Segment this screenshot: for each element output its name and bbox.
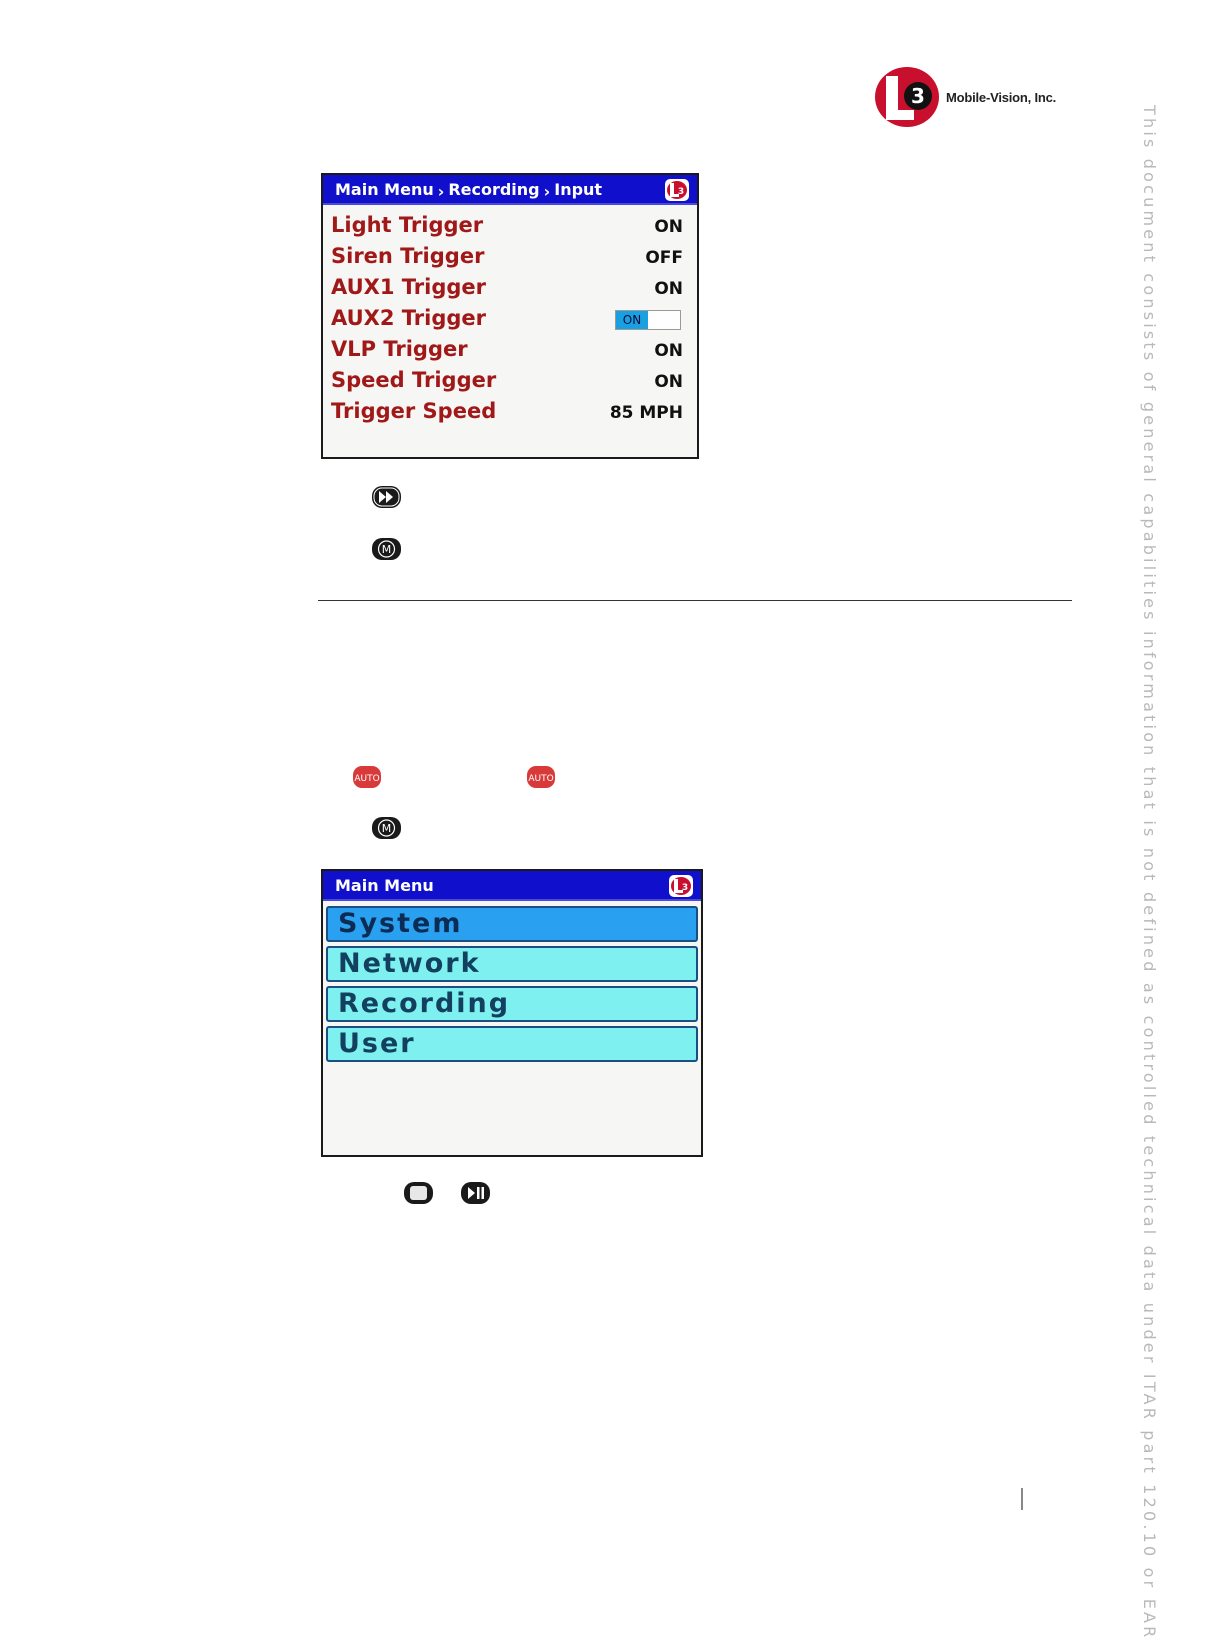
menu-item-recording[interactable]: Recording bbox=[326, 986, 698, 1022]
menu-item-network[interactable]: Network bbox=[326, 946, 698, 982]
trigger-label: Siren Trigger bbox=[331, 244, 485, 268]
menu-item-user[interactable]: User bbox=[326, 1026, 698, 1062]
auto-button-icon bbox=[352, 765, 382, 789]
toggle-on-state: ON bbox=[616, 311, 648, 329]
menu-button-icon bbox=[371, 537, 402, 561]
trigger-value: 85 MPH bbox=[609, 403, 683, 423]
trigger-row-speed[interactable] bbox=[331, 368, 683, 398]
chevron-right-icon: › bbox=[437, 181, 445, 201]
trigger-row-trigger-speed[interactable] bbox=[331, 399, 683, 429]
trigger-row-siren[interactable] bbox=[331, 244, 683, 274]
breadcrumb-input: Input bbox=[554, 179, 603, 199]
company-name: Mobile-Vision, Inc. bbox=[946, 90, 1057, 105]
menu-button-letter: M bbox=[381, 822, 392, 835]
trigger-row-light[interactable] bbox=[331, 213, 683, 243]
auto-button-label: AUTO bbox=[528, 774, 554, 784]
trigger-value: OFF bbox=[645, 248, 683, 268]
screen-title: Main Menu bbox=[335, 875, 434, 895]
section-divider bbox=[318, 600, 1072, 601]
breadcrumb-recording[interactable]: Recording bbox=[448, 179, 540, 199]
menu-item-system[interactable]: System bbox=[326, 906, 698, 942]
trigger-label: Speed Trigger bbox=[331, 368, 497, 392]
svg-text:3: 3 bbox=[911, 84, 925, 108]
auto-button-label: AUTO bbox=[354, 774, 380, 784]
trigger-label: VLP Trigger bbox=[331, 337, 468, 361]
trigger-row-aux1[interactable] bbox=[331, 275, 683, 305]
trigger-label: Trigger Speed bbox=[331, 399, 497, 423]
trigger-value: ON bbox=[654, 341, 683, 361]
company-logo bbox=[874, 66, 1074, 132]
l3-badge-icon bbox=[665, 179, 689, 201]
trigger-value: ON bbox=[654, 279, 683, 299]
chevron-right-icon: › bbox=[543, 181, 551, 201]
trigger-row-vlp[interactable] bbox=[331, 337, 683, 367]
stop-button-icon bbox=[403, 1181, 434, 1205]
main-menu-screen bbox=[321, 869, 703, 1157]
fast-forward-icon bbox=[371, 485, 402, 509]
aux2-toggle[interactable] bbox=[615, 310, 681, 330]
input-trigger-screen bbox=[321, 173, 699, 459]
svg-text:3: 3 bbox=[677, 187, 685, 197]
trigger-label: AUX1 Trigger bbox=[331, 275, 487, 299]
svg-text:3: 3 bbox=[681, 883, 689, 893]
trigger-label: AUX2 Trigger bbox=[331, 306, 487, 330]
breadcrumb-main-menu[interactable]: Main Menu bbox=[335, 179, 434, 199]
menu-button-icon bbox=[371, 816, 402, 840]
itar-disclaimer: This document consists of general capabilities information that is not defined as controlled technical data under ITAR part 120.10 or EAR bbox=[1140, 105, 1159, 1641]
screen-header bbox=[323, 175, 697, 205]
l3-badge-icon bbox=[669, 875, 693, 897]
screen-header bbox=[323, 871, 701, 901]
trigger-row-aux2[interactable] bbox=[331, 306, 683, 336]
page-footer-mark bbox=[1021, 1488, 1023, 1510]
play-pause-button-icon bbox=[460, 1181, 491, 1205]
trigger-value: ON bbox=[654, 217, 683, 237]
trigger-value: ON bbox=[654, 372, 683, 392]
menu-button-letter: M bbox=[381, 543, 392, 556]
auto-button-icon bbox=[526, 765, 556, 789]
l3-logo-icon bbox=[874, 66, 940, 128]
trigger-label: Light Trigger bbox=[331, 213, 484, 237]
